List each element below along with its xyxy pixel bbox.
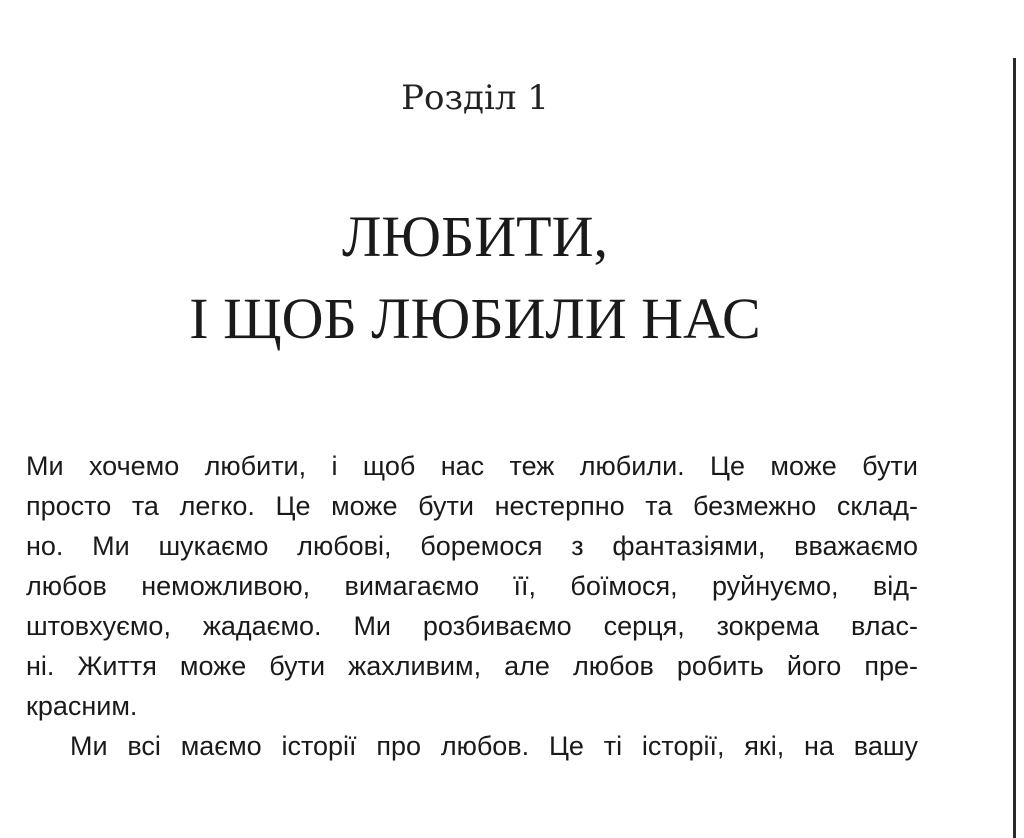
cropped-text-line	[26, 802, 918, 812]
paragraph-line: штовхуємо, жадаємо. Ми розбиваємо серця, зокрема влас-	[26, 611, 918, 641]
paragraph-line: Ми всі маємо історії про любов. Це ті історії, які, на вашу	[70, 731, 918, 761]
chapter-title	[0, 196, 950, 360]
cropped-text-fragment	[26, 802, 918, 812]
paragraph-line: но. Ми шукаємо любові, боремося з фантазіями, вважаємо	[26, 531, 918, 561]
chapter-label: Розділ 1	[401, 78, 549, 118]
body-text	[26, 446, 918, 766]
paragraph-line: красним.	[26, 691, 138, 721]
paragraph-line: ні. Життя може бути жахливим, але любов робить його пре-	[26, 651, 918, 681]
page-edge-rule	[1013, 58, 1016, 838]
chapter-title-line-1: ЛЮБИТИ,	[342, 204, 608, 269]
paragraph-line: просто та легко. Це може бути нестерпно та безмежно склад-	[26, 491, 918, 521]
chapter-title-line-2: І ЩОБ ЛЮБИЛИ НАС	[189, 286, 761, 351]
paragraph-line: любов неможливою, вимагаємо її, боїмося, руйнуємо, від-	[26, 571, 918, 601]
paragraph-line: Ми хочемо любити, і щоб нас теж любили. Це може бути	[26, 451, 918, 481]
